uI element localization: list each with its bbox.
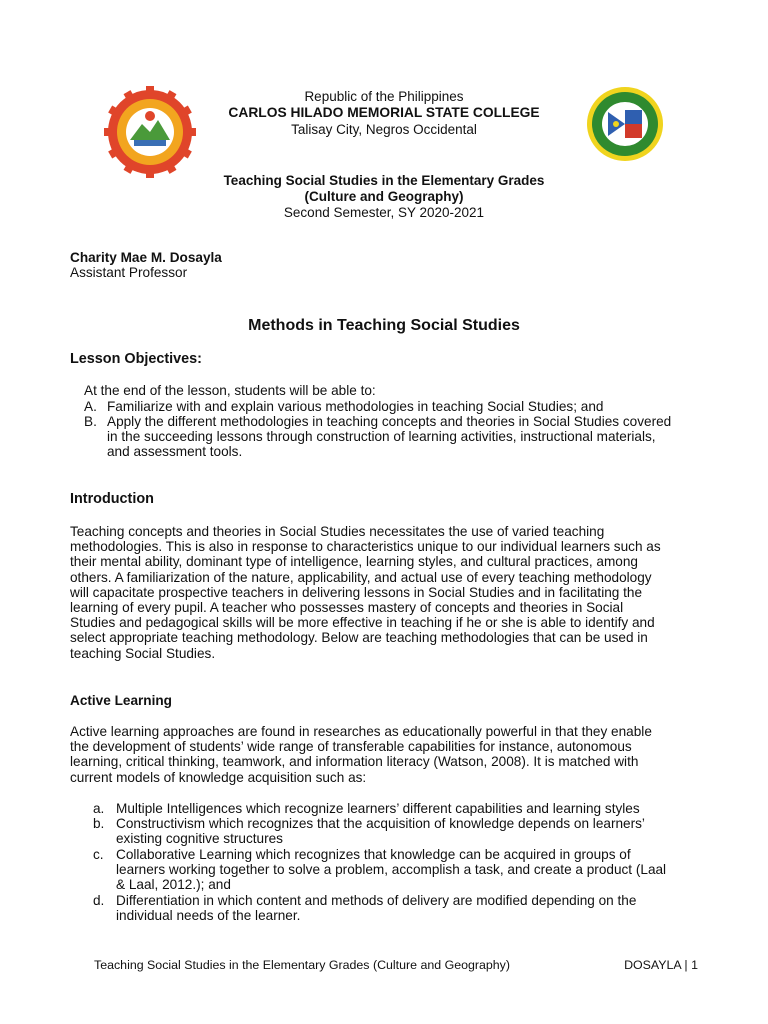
author-name: Charity Mae M. Dosayla: [70, 250, 222, 265]
list-line: Constructivism which recognizes that the acquisition of knowledge depends on learners’: [116, 816, 645, 831]
paragraph-line: teaching Social Studies.: [70, 645, 216, 661]
list-marker: A.: [84, 399, 97, 414]
paragraph-line: Teaching concepts and theories in Social Studies necessitates the use of varied teaching: [70, 524, 605, 539]
header-republic: Republic of the Philippines: [304, 89, 464, 104]
header-college-name: CARLOS HILADO MEMORIAL STATE COLLEGE: [228, 105, 540, 120]
paragraph-line: the development of students’ wide range of transferable capabilities for instance, autonomous: [70, 739, 632, 755]
course-subtitle: (Culture and Geography): [304, 189, 464, 204]
paragraph-line: methodologies. This is also in response to characteristics unique to our individual learners such as: [70, 539, 661, 555]
list-marker: b.: [93, 816, 105, 831]
list-line: existing cognitive structures: [116, 831, 283, 847]
list-line: in the succeeding lessons through construction of learning activities, instructional materials,: [107, 429, 656, 445]
paragraph-line: learning, critical thinking, teamwork, and information literacy (Watson, 2008). It is matched with: [70, 754, 639, 770]
footer-page-number: DOSAYLA | 1: [624, 958, 698, 972]
footer-course-title: Teaching Social Studies in the Elementary Grades (Culture and Geography): [94, 958, 510, 972]
list-line: & Laal, 2012.); and: [116, 877, 231, 893]
list-line: Differentiation in which content and methods of delivery are modified depending on the: [116, 893, 637, 908]
objectives-heading: Lesson Objectives:: [70, 351, 202, 367]
introduction-paragraph: [70, 524, 710, 661]
paragraph-line: select appropriate teaching methodology. Below are teaching methodologies that can be used in: [70, 630, 648, 646]
list-line: Familiarize with and explain various methodologies in teaching Social Studies; and: [107, 399, 604, 414]
objectives-intro: At the end of the lesson, students will be able to:: [84, 383, 376, 398]
list-line: learners working together to solve a problem, accomplish a task, and create a product (Laal: [116, 862, 667, 878]
semester: Second Semester, SY 2020-2021: [283, 205, 485, 220]
list-marker: c.: [93, 847, 104, 862]
paragraph-line: Studies and pedagogical skills will be more effective in teaching if he or she is able to identify and: [70, 615, 655, 631]
active-learning-heading: Active Learning: [70, 693, 172, 708]
paragraph-line: their mental ability, dominant type of intelligence, learning styles, and cultural practices, among: [70, 554, 638, 570]
active-learning-paragraph: [70, 724, 710, 785]
list-line: and assessment tools.: [107, 444, 243, 460]
document-title: Methods in Teaching Social Studies: [248, 317, 520, 334]
list-line: Multiple Intelligences which recognize learners’ different capabilities and learning styles: [116, 801, 640, 816]
list-line: Apply the different methodologies in teaching concepts and theories in Social Studies covered: [107, 414, 672, 429]
list-marker: d.: [93, 893, 105, 908]
list-marker: B.: [84, 414, 97, 429]
header-location: Talisay City, Negros Occidental: [291, 122, 477, 137]
paragraph-line: learning of every pupil. A teacher who possesses mastery of concepts and theories in Social: [70, 600, 624, 616]
paragraph-line: will capacitate prospective teachers in delivering lessons in Social Studies and in facilitating the: [70, 584, 643, 600]
paragraph-line: Active learning approaches are found in researches as educationally powerful in that they enable: [70, 724, 652, 739]
paragraph-line: current models of knowledge acquisition such as:: [70, 769, 367, 785]
course-title: Teaching Social Studies in the Elementary Grades: [223, 173, 545, 188]
author-position: Assistant Professor: [70, 265, 188, 280]
introduction-heading: Introduction: [70, 491, 154, 507]
list-line: Collaborative Learning which recognizes that knowledge can be acquired in groups of: [116, 847, 631, 862]
list-line: individual needs of the learner.: [116, 908, 301, 924]
paragraph-line: others. A familiarization of the nature, applicability, and actual use of every teaching methodology: [70, 569, 652, 585]
list-marker: a.: [93, 801, 105, 816]
